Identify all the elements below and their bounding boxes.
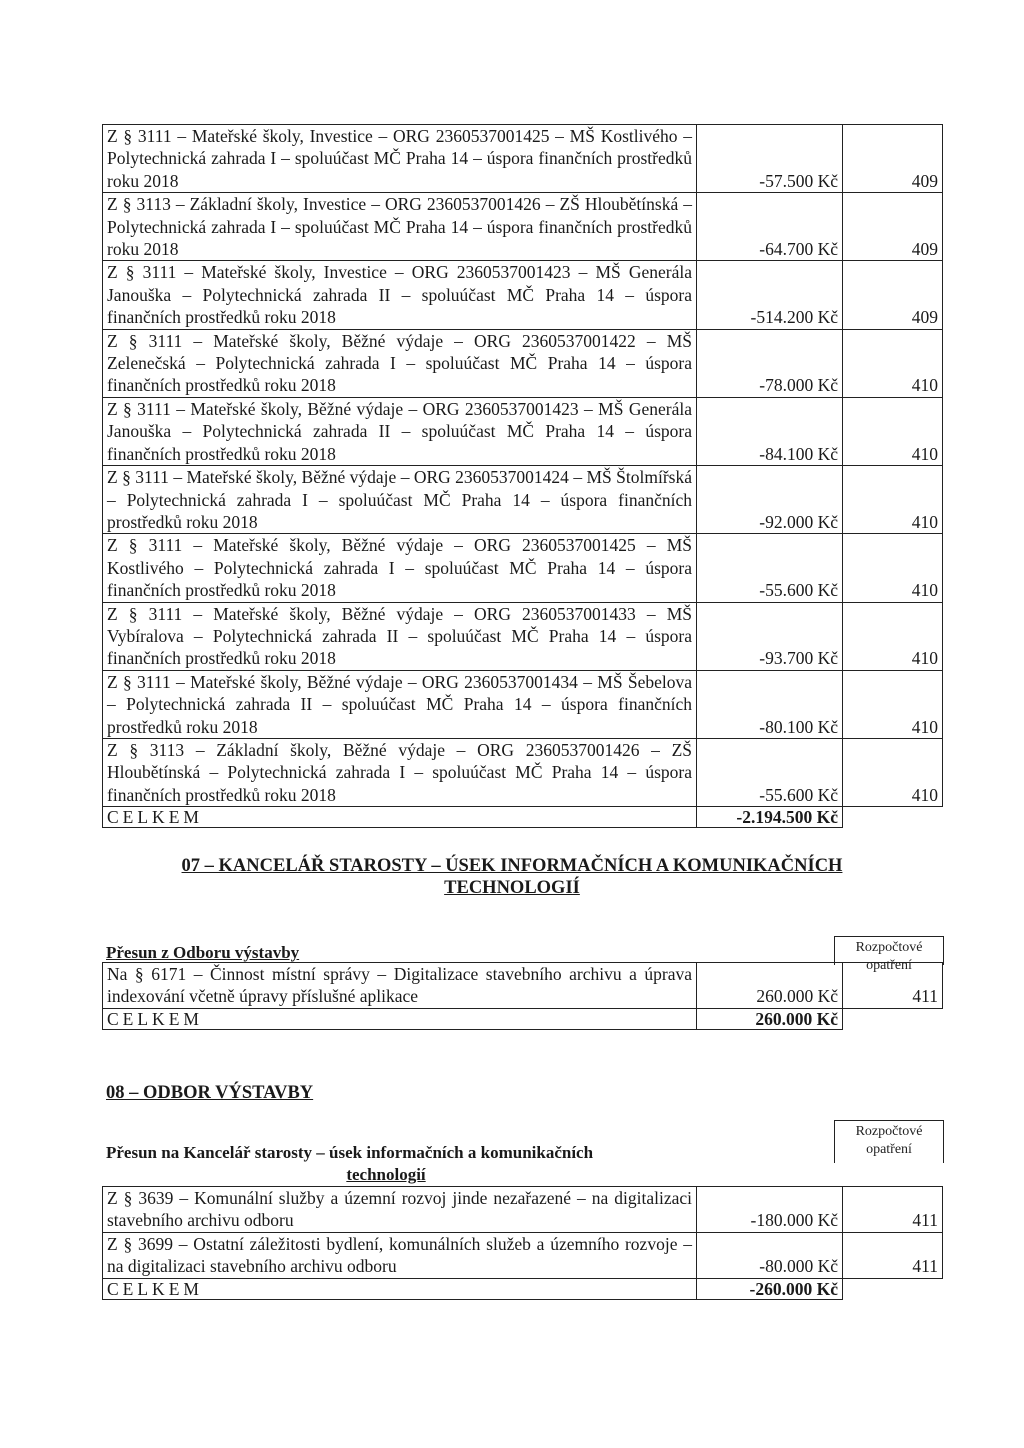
row-measure-number: 410 xyxy=(843,738,943,806)
section-07-heading-line1: 07 – KANCELÁŘ STAROSTY – ÚSEK INFORMAČNÍCH A KOMUNIKAČNÍCH xyxy=(181,856,843,876)
table-row xyxy=(103,329,943,397)
row-measure-number: 410 xyxy=(843,534,943,602)
section-08-heading-text: 08 – ODBOR VÝSTAVBY xyxy=(106,1083,314,1103)
row-description: Z § 3111 – Mateřské školy, Běžné výdaje – ORG 2360537001434 – MŠ Šebelova – Polytechnická zahrada II – spoluúčast MČ Praha 14 – úspora finančních prostředků roku 2018 xyxy=(103,670,697,738)
row-amount: -80.100 Kč xyxy=(697,670,843,738)
row-measure-number: 411 xyxy=(843,1232,943,1278)
row-measure-number: 410 xyxy=(843,670,943,738)
budget-table-07 xyxy=(102,962,943,1030)
total-amount: -2.194.500 Kč xyxy=(697,807,843,828)
column-header-rozpoctove-opatreni xyxy=(834,936,944,973)
empty-cell xyxy=(843,807,943,828)
row-measure-number: 409 xyxy=(843,261,943,329)
row-measure-number: 410 xyxy=(843,329,943,397)
row-measure-number: 409 xyxy=(843,125,943,193)
row-measure-number: 411 xyxy=(843,1187,943,1233)
row-description: Z § 3111 – Mateřské školy, Investice – ORG 2360537001423 – MŠ Generála Janouška – Polytechnická zahrada II – spoluúčast MČ Praha 14 – úspora finančních prostředků roku 2018 xyxy=(103,261,697,329)
subheading-text: Přesun z Odboru výstavby xyxy=(106,943,300,962)
budget-table-08 xyxy=(102,1186,943,1300)
table-row xyxy=(103,738,943,806)
empty-cell xyxy=(843,1278,943,1299)
table-row xyxy=(103,397,943,465)
table-row xyxy=(103,1232,943,1278)
total-row xyxy=(103,807,943,828)
row-measure-number: 410 xyxy=(843,602,943,670)
subheading-line2: technologií xyxy=(346,1165,426,1184)
column-header-line1: Rozpočtové xyxy=(855,1124,923,1139)
section-07-heading xyxy=(60,855,964,899)
row-description: Z § 3699 – Ostatní záležitosti bydlení, komunálních služeb a územního rozvoje – na digitalizaci stavebního archivu odboru xyxy=(103,1232,697,1278)
row-amount: -64.700 Kč xyxy=(697,193,843,261)
total-amount: -260.000 Kč xyxy=(697,1278,843,1299)
section-07-heading-line2: TECHNOLOGIÍ xyxy=(444,878,580,898)
section-07-subheading xyxy=(106,942,299,964)
column-header-rozpoctove-opatreni xyxy=(834,1120,944,1163)
row-description: Z § 3111 – Mateřské školy, Běžné výdaje – ORG 2360537001433 – MŠ Vybíralova – Polytechnická zahrada II – spoluúčast MČ Praha 14 – úspora finančních prostředků roku 2018 xyxy=(103,602,697,670)
row-description: Z § 3113 – Základní školy, Běžné výdaje – ORG 2360537001426 – ZŠ Hloubětínská – Polytechnická zahrada I – spoluúčast MČ Praha 14 – úspora finančních prostředků roku 2018 xyxy=(103,738,697,806)
row-description: Z § 3111 – Mateřské školy, Běžné výdaje – ORG 2360537001425 – MŠ Kostlivého – Polytechnická zahrada I – spoluúčast MČ Praha 14 – úspora finančních prostředků roku 2018 xyxy=(103,534,697,602)
row-description: Z § 3111 – Mateřské školy, Investice – ORG 2360537001425 – MŠ Kostlivého – Polytechnická zahrada I – spoluúčast MČ Praha 14 – úspora finančních prostředků roku 2018 xyxy=(103,125,697,193)
row-measure-number: 410 xyxy=(843,397,943,465)
column-header-line1: Rozpočtové xyxy=(855,940,923,955)
row-description: Z § 3639 – Komunální služby a územní rozvoj jinde nezařazené – na digitalizaci stavebního archivu odboru xyxy=(103,1187,697,1233)
table-row xyxy=(103,534,943,602)
row-description: Z § 3111 – Mateřské školy, Běžné výdaje – ORG 2360537001424 – MŠ Štolmířská – Polytechnická zahrada I – spoluúčast MČ Praha 14 – úspora finančních prostředků roku 2018 xyxy=(103,466,697,534)
total-label: CELKEM xyxy=(103,1008,697,1029)
total-row xyxy=(103,1008,943,1029)
table-row xyxy=(103,963,943,1009)
total-row xyxy=(103,1278,943,1299)
row-amount: -93.700 Kč xyxy=(697,602,843,670)
empty-cell xyxy=(843,1008,943,1029)
table-row xyxy=(103,1187,943,1233)
table-row xyxy=(103,193,943,261)
row-measure-number: 410 xyxy=(843,466,943,534)
table-row xyxy=(103,125,943,193)
row-amount: -78.000 Kč xyxy=(697,329,843,397)
section-08-heading xyxy=(106,1082,313,1104)
total-label: CELKEM xyxy=(103,807,697,828)
column-header-line2: opatření xyxy=(866,958,912,973)
section-08-subheading xyxy=(106,1142,666,1186)
row-description: Z § 3111 – Mateřské školy, Běžné výdaje – ORG 2360537001422 – MŠ Zelenečská – Polytechnická zahrada I – spoluúčast MČ Praha 14 – úspora finančních prostředků roku 2018 xyxy=(103,329,697,397)
row-amount: -514.200 Kč xyxy=(697,261,843,329)
column-header-line2: opatření xyxy=(866,1142,912,1157)
table-row xyxy=(103,670,943,738)
row-measure-number: 411 xyxy=(843,963,943,1009)
subheading-line1: Přesun na Kancelář starosty – úsek informačních a komunikačních xyxy=(106,1143,594,1162)
row-amount: -55.600 Kč xyxy=(697,534,843,602)
row-amount: 260.000 Kč xyxy=(697,963,843,1009)
total-amount: 260.000 Kč xyxy=(697,1008,843,1029)
budget-table-1 xyxy=(102,124,943,828)
row-amount: -57.500 Kč xyxy=(697,125,843,193)
row-description: Na § 6171 – Činnost místní správy – Digitalizace stavebního archivu a úprava indexování včetně úpravy příslušné aplikace xyxy=(103,963,697,1009)
row-description: Z § 3111 – Mateřské školy, Běžné výdaje – ORG 2360537001423 – MŠ Generála Janouška – Polytechnická zahrada II – spoluúčast MČ Praha 14 – úspora finančních prostředků roku 2018 xyxy=(103,397,697,465)
row-amount: -92.000 Kč xyxy=(697,466,843,534)
table-row xyxy=(103,602,943,670)
table-row xyxy=(103,466,943,534)
row-amount: -180.000 Kč xyxy=(697,1187,843,1233)
row-description: Z § 3113 – Základní školy, Investice – ORG 2360537001426 – ZŠ Hloubětínská – Polytechnická zahrada I – spoluúčast MČ Praha 14 – úspora finančních prostředků roku 2018 xyxy=(103,193,697,261)
row-amount: -55.600 Kč xyxy=(697,738,843,806)
row-measure-number: 409 xyxy=(843,193,943,261)
row-amount: -80.000 Kč xyxy=(697,1232,843,1278)
table-row xyxy=(103,261,943,329)
row-amount: -84.100 Kč xyxy=(697,397,843,465)
total-label: CELKEM xyxy=(103,1278,697,1299)
